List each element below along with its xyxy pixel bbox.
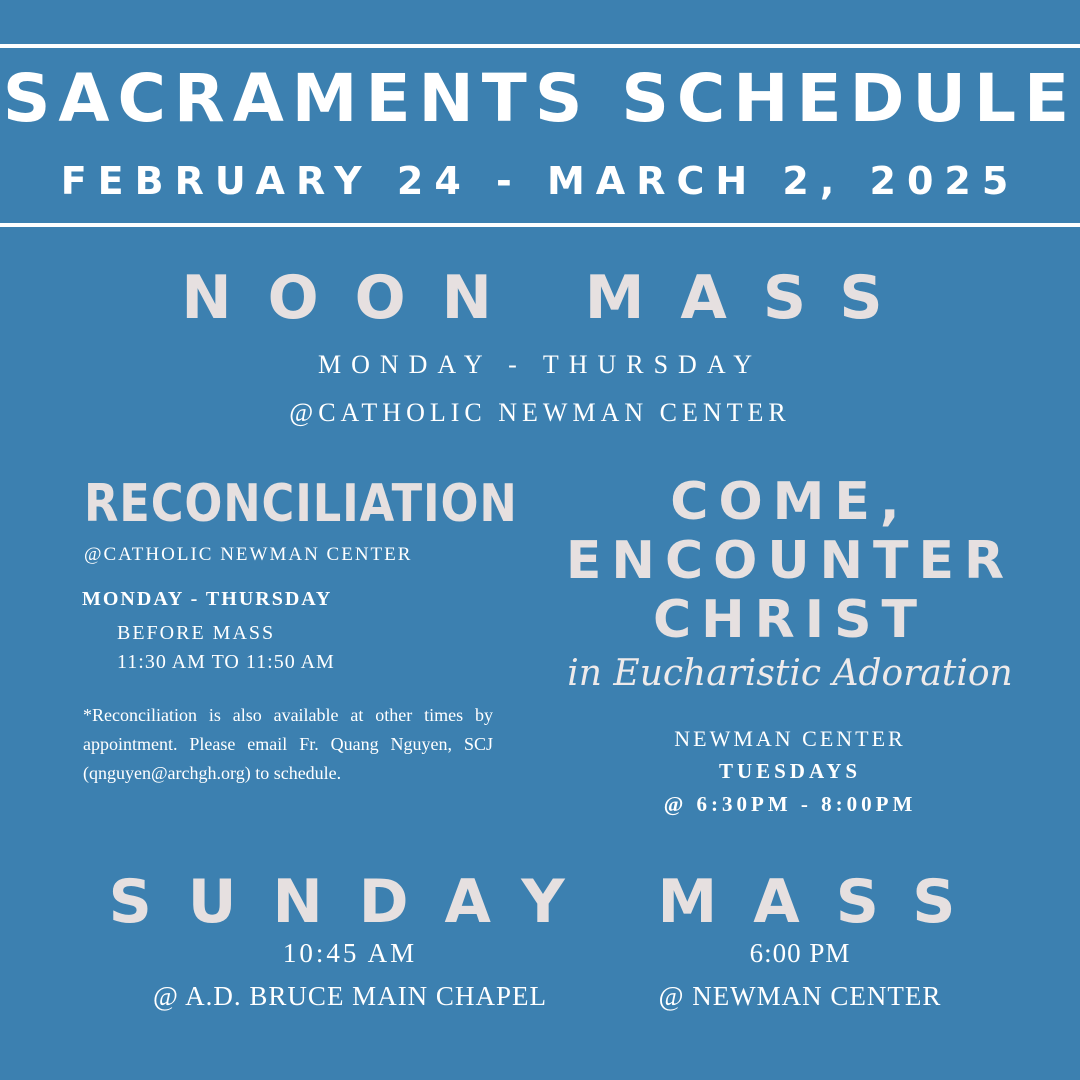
reconciliation-time: 11:30 AM TO 11:50 AM bbox=[117, 651, 335, 673]
noon-mass-days: MONDAY - THURSDAY bbox=[317, 350, 762, 379]
reconciliation-before-mass: BEFORE MASS bbox=[117, 622, 276, 644]
sunday-evening-time: 6:00 PM bbox=[749, 938, 851, 968]
date-range: FEBRUARY 24 - MARCH 2, 2025 bbox=[60, 159, 1020, 203]
noon-mass-location: @CATHOLIC NEWMAN CENTER bbox=[289, 398, 791, 427]
header-bottom-divider bbox=[0, 223, 1080, 227]
reconciliation-heading: RECONCILIATION bbox=[84, 474, 518, 534]
reconciliation-location: @CATHOLIC NEWMAN CENTER bbox=[84, 544, 413, 565]
adoration-location: NEWMAN CENTER bbox=[674, 726, 906, 751]
adoration-script-subtitle: in Eucharistic Adoration bbox=[567, 653, 1013, 694]
sunday-morning-time: 10:45 AM bbox=[282, 938, 418, 968]
sunday-evening-location: @ NEWMAN CENTER bbox=[658, 981, 942, 1011]
adoration-time: @ 6:30PM - 8:00PM bbox=[663, 792, 917, 816]
adoration-day: TUESDAYS bbox=[718, 759, 862, 783]
reconciliation-note: *Reconciliation is also available at other times by appointment. Please email Fr. Quang Nguyen, SCJ (qnguyen@archgh.org) to schedule. bbox=[83, 705, 493, 783]
adoration-heading-line: COME, bbox=[670, 472, 910, 532]
sunday-mass-heading: SUNDAY MASS bbox=[108, 867, 992, 937]
adoration-heading-line: ENCOUNTER bbox=[565, 531, 1015, 591]
adoration-heading-line: CHRIST bbox=[653, 590, 927, 650]
top-divider bbox=[0, 44, 1080, 48]
sunday-morning-location: @ A.D. BRUCE MAIN CHAPEL bbox=[153, 981, 547, 1011]
page-title: SACRAMENTS SCHEDULE bbox=[2, 60, 1078, 137]
reconciliation-days: MONDAY - THURSDAY bbox=[82, 588, 333, 610]
adoration-heading bbox=[560, 473, 1020, 650]
noon-mass-heading: NOON MASS bbox=[181, 263, 919, 333]
